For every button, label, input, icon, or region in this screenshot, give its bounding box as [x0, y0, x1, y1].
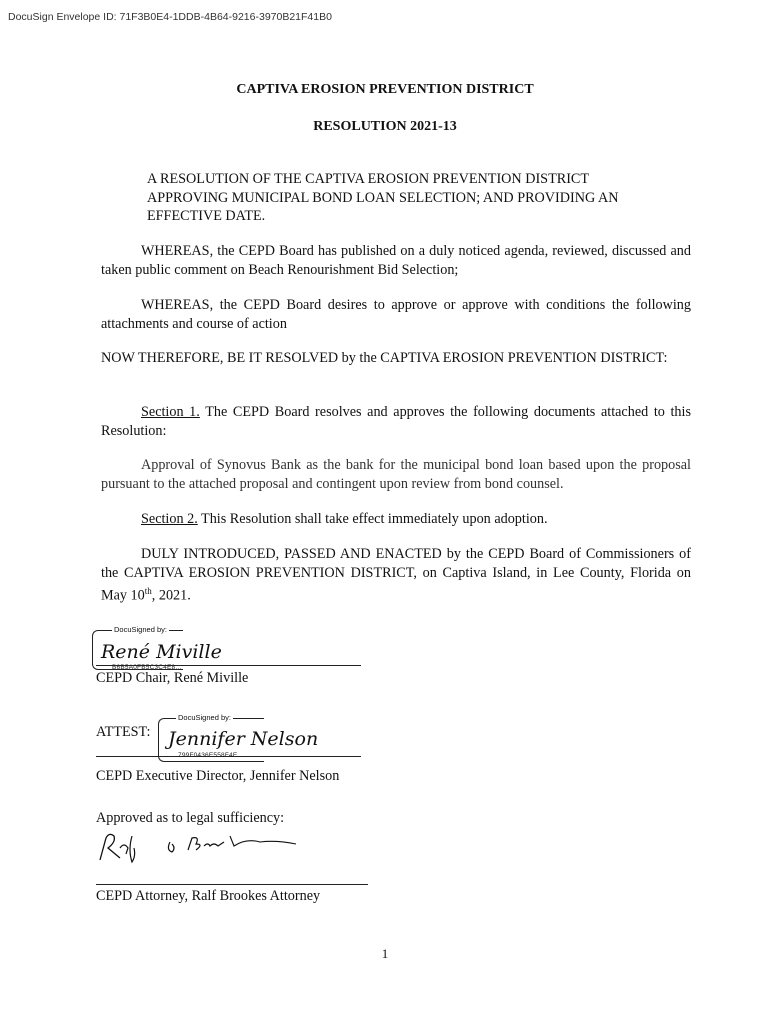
signer-id-attest: 799F0436E558F4E... [178, 752, 244, 759]
resolved-clause: NOW THEREFORE, BE IT RESOLVED by the CAPTIVA EROSION PREVENTION DISTRICT: [101, 350, 668, 366]
signature-line-attorney [96, 884, 368, 885]
section-2 [141, 510, 691, 529]
caption-chair: CEPD Chair, René Miville [96, 670, 249, 686]
envelope-id: DocuSign Envelope ID: 71F3B0E4-1DDB-4B64-9216-3970B21F41B0 [8, 11, 332, 23]
signature-chair: René Miville [101, 641, 222, 663]
section-1-text: The CEPD Board resolves and approves the following documents attached to this Resolution: [101, 404, 691, 439]
signer-id-chair: B6B5A0FB5C3C4E8... [112, 664, 182, 671]
enacted-text: DULY INTRODUCED, PASSED AND ENACTED by the CEPD Board of Commissioners of the CAPTIVA EROSION PREVENTION DISTRICT, on Captiva Island, in Lee County, Florida on May 10 [101, 546, 691, 604]
document-title: CAPTIVA EROSION PREVENTION DISTRICT [236, 82, 534, 97]
section-2-heading: Section 2. [141, 511, 198, 527]
docusigned-label-chair: DocuSigned by: [114, 625, 167, 634]
attest-label: ATTEST: [96, 724, 151, 740]
section-1 [101, 403, 691, 440]
signature-stroke [188, 838, 224, 850]
signature-attest: Jennifer Nelson [168, 728, 319, 750]
signature-stroke [100, 834, 120, 860]
caption-attorney: CEPD Attorney, Ralf Brookes Attorney [96, 888, 321, 904]
approved-as-to-legal-sufficiency: Approved as to legal sufficiency: [96, 810, 285, 826]
enacted-date-end: , 2021. [151, 587, 191, 604]
enacted-clause [101, 545, 691, 605]
approval-text: Approval of Synovus Bank as the bank for the municipal bond loan based upon the proposal pursuant to the attached proposal and contingent upon review from bond counsel. [101, 457, 691, 492]
signature-line-chair [96, 665, 361, 666]
signature-stroke [120, 836, 135, 862]
page-number: 1 [381, 946, 389, 961]
preamble: A RESOLUTION OF THE CAPTIVA EROSION PREVENTION DISTRICT APPROVING MUNICIPAL BOND LOAN SELECTION; AND PROVIDING AN EFFECTIVE DATE. [147, 171, 619, 224]
signature-attorney [96, 828, 306, 870]
caption-attest: CEPD Executive Director, Jennifer Nelson [96, 768, 340, 784]
whereas-clause-1: WHEREAS, the CEPD Board has published on a duly noticed agenda, reviewed, discussed and taken public comment on Beach Renourishment Bid Selection; [101, 243, 691, 278]
signature-stroke [168, 842, 174, 852]
signature-stroke [230, 836, 296, 846]
section-2-text: This Resolution shall take effect immediately upon adoption. [197, 511, 548, 527]
resolution-number: RESOLUTION 2021-13 [313, 119, 457, 134]
docusigned-label-attest: DocuSigned by: [178, 713, 231, 722]
enacted-superscript: th [144, 586, 152, 596]
whereas-clause-2: WHEREAS, the CEPD Board desires to approve or approve with conditions the following attachments and course of action [101, 297, 691, 332]
section-1-heading: Section 1. [141, 404, 200, 420]
